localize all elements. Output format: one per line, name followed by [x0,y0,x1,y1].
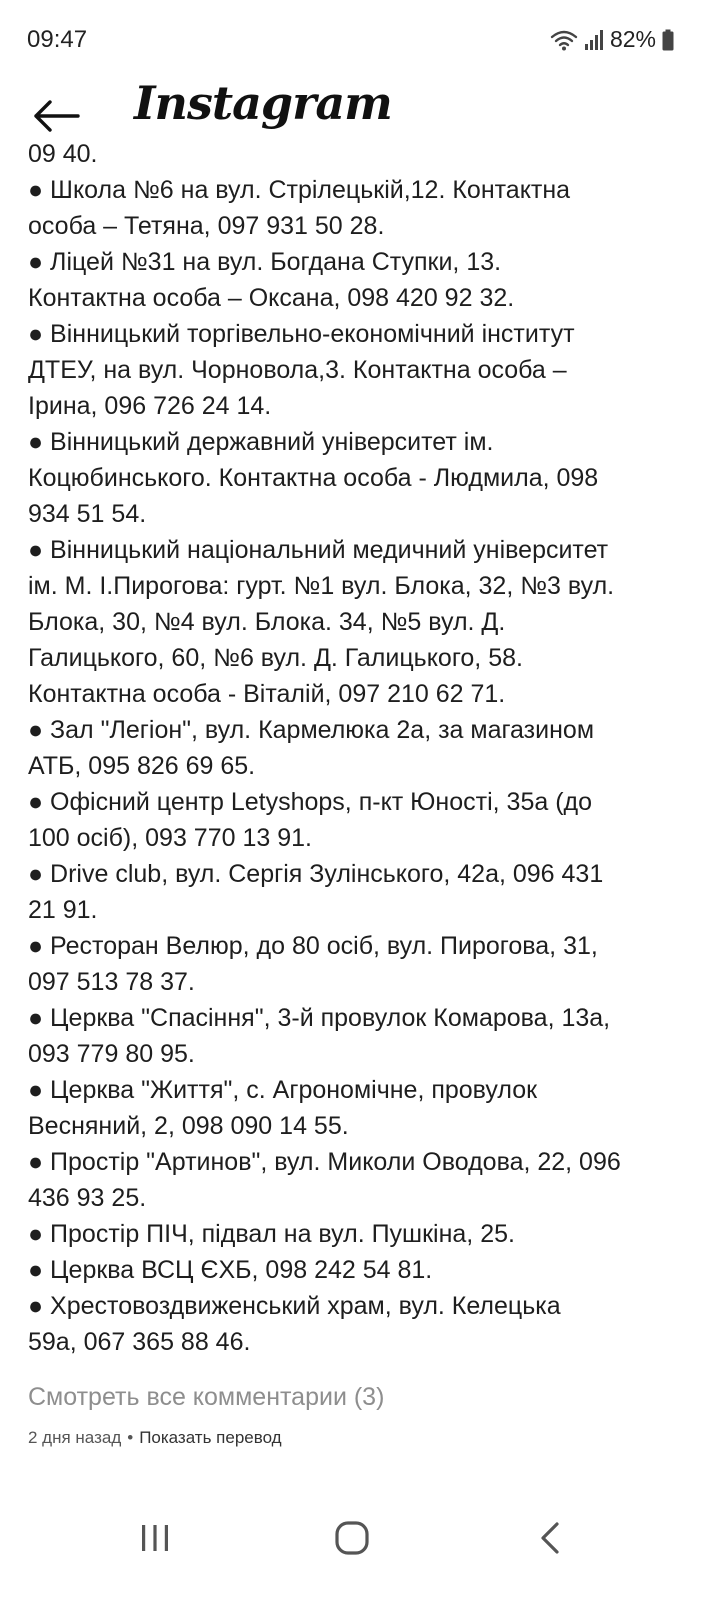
battery-icon [662,29,674,51]
comment-line: Ірина, 096 726 24 14. [28,392,272,420]
show-translation-link[interactable]: Показать перевод [139,1428,282,1447]
status-time: 09:47 [27,26,88,53]
comment-line: ● Зал "Легіон", вул. Кармелюка 2а, за магазином [28,716,595,744]
comment-line: ім. М. І.Пирогова: гурт. №1 вул. Блока, 32, №3 вул. [28,572,615,600]
arrow-left-icon [32,99,80,138]
comment-line: ● Церква "Життя", с. Агрономічне, провулок [28,1076,538,1104]
comment-line: ● Вінницький державний університет ім. [28,428,494,456]
comment-line: Коцюбинського. Контактна особа - Людмила, 098 [28,464,599,492]
comment-line: Контактна особа - Віталій, 097 210 62 71. [28,680,506,708]
comment-line: ● Церква "Спасіння", 3-й провулок Комарова, 13а, [28,1004,611,1032]
comment-line: 09 40. [28,140,98,168]
comment-line: ● Drive club, вул. Сергія Зулінського, 42а, 096 431 [28,860,604,888]
navigation-bar [0,1480,720,1600]
comment-line: ● Офісний центр Letyshops, п-кт Юності, 35а (до [28,788,593,816]
home-button[interactable] [312,1500,392,1580]
battery-percent: 82% [609,26,656,52]
comment-line: 436 93 25. [28,1184,147,1212]
comment-line: ● Вінницький національний медичний університет [28,536,609,564]
comment-line: ● Простір ПІЧ, підвал на вул. Пушкіна, 25. [28,1220,515,1248]
comment-meta [28,1428,282,1448]
comment-line: ● Хрестовоздвиженський храм, вул. Келецька [28,1292,561,1320]
meta-separator: • [127,1428,134,1447]
view-all-comments-link[interactable]: Смотреть все комментарии (3) [28,1383,385,1411]
home-icon [334,1520,370,1561]
comment-line: 093 779 80 95. [28,1040,195,1068]
recents-button[interactable] [115,1500,195,1580]
comment-line: ● Ресторан Велюр, до 80 осіб, вул. Пирогова, 31, [28,932,598,960]
wifi-icon [550,29,578,51]
comment-line: Контактна особа – Оксана, 098 420 92 32. [28,284,515,312]
comment-time: 2 дня назад [28,1428,122,1447]
comment-line: Весняний, 2, 098 090 14 55. [28,1112,349,1140]
comment-line: АТБ, 095 826 69 65. [28,752,256,780]
nav-back-button[interactable] [510,1500,590,1580]
comment-line: Блока, 30, №4 вул. Блока. 34, №5 вул. Д. [28,608,506,636]
status-bar [0,0,720,80]
comment-line: 100 осіб), 093 770 13 91. [28,824,312,852]
recents-icon [138,1523,172,1558]
comment-line: 59а, 067 365 88 46. [28,1328,251,1356]
status-icons [550,26,674,53]
signal-icon [584,29,604,51]
comment-line: ДТЕУ, на вул. Чорновола,3. Контактна особа – [28,356,567,384]
comment-text [28,140,688,1360]
comment-line: ● Ліцей №31 на вул. Богдана Ступки, 13. [28,248,502,276]
comment-line: особа – Тетяна, 097 931 50 28. [28,212,385,240]
comment-line: ● Школа №6 на вул. Стрілецькій,12. Контактна [28,176,571,204]
comment-line: ● Вінницький торгівельно-економічний інститут [28,320,575,348]
comment-line: 934 51 54. [28,500,147,528]
comment-line: 21 91. [28,896,98,924]
comment-line: 097 513 78 37. [28,968,195,996]
comment-container [0,140,720,1380]
app-logo: Instagram [134,76,392,130]
comment-line: ● Церква ВСЦ ЄХБ, 098 242 54 81. [28,1256,433,1284]
chevron-left-icon [538,1521,562,1560]
comment-line: ● Простір "Артинов", вул. Миколи Оводова, 22, 096 [28,1148,621,1176]
comment-line: Галицького, 60, №6 вул. Д. Галицького, 58. [28,644,523,672]
